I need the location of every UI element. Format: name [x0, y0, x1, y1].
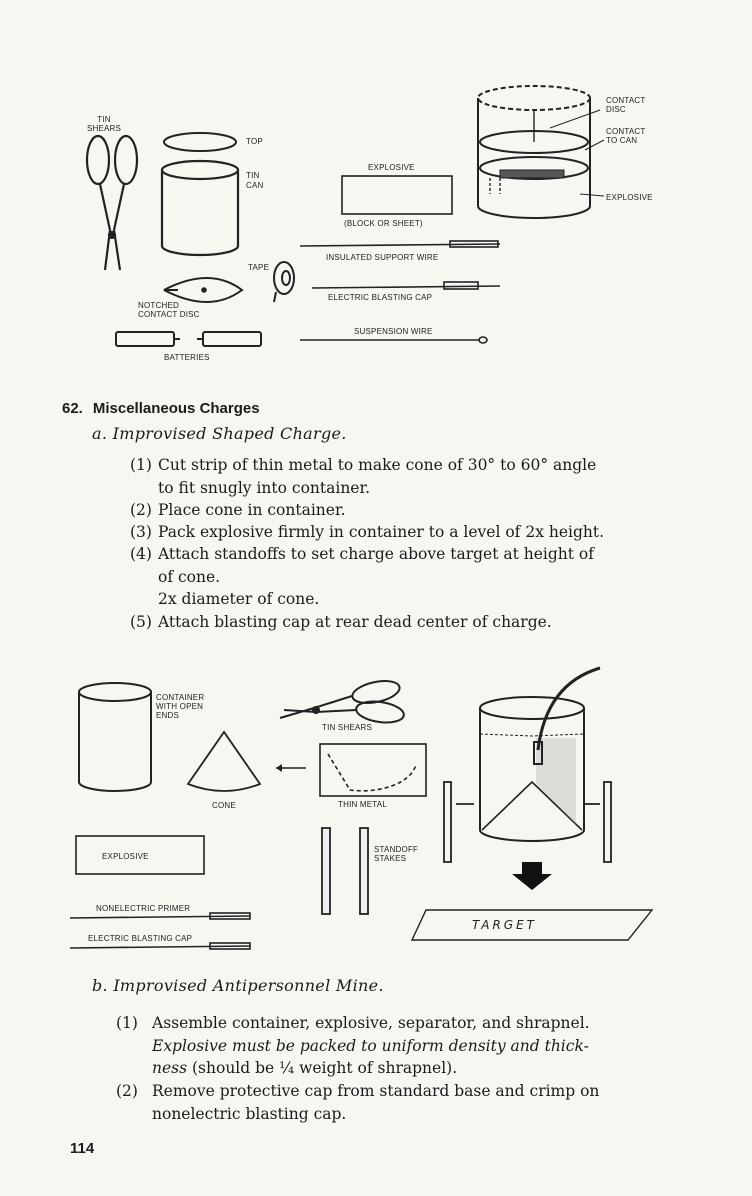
item-a5	[130, 611, 690, 634]
section-heading	[62, 400, 260, 417]
item-a4-number: (4)	[130, 545, 152, 563]
label-contact-to-can: CONTACT TO CAN	[606, 127, 646, 145]
item-a1	[130, 454, 690, 499]
item-b1-line1: Assemble container, explosive, separator, and shrapnel.	[152, 1014, 590, 1032]
label-tin-shears-1: TIN SHEARS	[86, 115, 122, 133]
item-a3-number: (3)	[130, 523, 152, 541]
label-container-open-ends: CONTAINER WITH OPEN ENDS	[156, 693, 205, 720]
label-suspension-wire: SUSPENSION WIRE	[354, 327, 433, 336]
label-tin-can: TIN CAN	[246, 171, 264, 190]
down-arrow	[512, 862, 552, 890]
standoff-stakes	[322, 828, 368, 914]
label-tape: TAPE	[248, 263, 270, 272]
label-block-or-sheet: (BLOCK OR SHEET)	[344, 219, 423, 228]
can-top-lid	[164, 133, 236, 151]
label-electric-blasting-cap: ELECTRIC BLASTING CAP	[328, 293, 433, 302]
standoff-stakes-side	[444, 782, 611, 862]
item-b1-number: (1)	[116, 1014, 138, 1032]
item-a5-number: (5)	[130, 613, 152, 631]
item-b1-line2: Explosive must be packed to uniform density and thick-	[152, 1036, 589, 1055]
page-number: 114	[70, 1140, 95, 1157]
label-explosive-2: EXPLOSIVE	[102, 852, 149, 861]
label-target: TARGET	[472, 918, 537, 932]
tin-can-illustration	[162, 161, 238, 255]
item-a2	[130, 499, 690, 522]
label-contact-disc: CONTACT DISC	[606, 96, 646, 114]
item-a4-line3: 2x diameter of cone.	[158, 590, 320, 608]
notched-contact-disc	[164, 278, 242, 302]
explosive-block	[342, 176, 452, 214]
label-electric-blasting-cap-2: ELECTRIC BLASTING CAP	[88, 934, 193, 943]
item-b2-line1: Remove protective cap from standard base and crimp on	[152, 1082, 600, 1100]
label-batteries: BATTERIES	[164, 353, 210, 362]
item-a3-line1: Pack explosive firmly in container to a level of 2x height.	[158, 523, 605, 541]
label-standoff-stakes: STANDOFF STAKES	[374, 845, 419, 863]
label-nonelectric-primer: NONELECTRIC PRIMER	[96, 904, 191, 913]
tin-shears-illustration	[87, 136, 137, 270]
item-a2-number: (2)	[130, 501, 152, 519]
label-top: TOP	[246, 137, 263, 146]
item-a5-line1: Attach blasting cap at rear dead center of charge.	[158, 613, 552, 631]
item-b1-line3-italic: ness	[152, 1059, 188, 1077]
item-a1-line1: Cut strip of thin metal to make cone of 30° to 60° angle	[158, 456, 597, 474]
label-thin-metal: THIN METAL	[338, 800, 387, 809]
tin-shears-horizontal	[280, 677, 405, 725]
batteries-illustration	[116, 332, 261, 346]
item-b2	[116, 1080, 656, 1125]
item-b2-number: (2)	[116, 1082, 138, 1100]
label-notched-contact-disc: NOTCHED CONTACT DISC	[138, 301, 200, 319]
label-insulated-support-wire: INSULATED SUPPORT WIRE	[326, 253, 439, 262]
primer-and-cap	[70, 913, 250, 949]
label-tin-shears-2: TIN SHEARS	[322, 723, 373, 732]
tape-roll-illustration	[274, 262, 294, 302]
item-a4-line1: Attach standoffs to set charge above target at height of	[158, 545, 594, 563]
item-a1-number: (1)	[130, 456, 152, 474]
item-a4	[130, 543, 690, 611]
label-cone: CONE	[212, 801, 236, 810]
figure-pressure-mine-components	[60, 70, 680, 370]
item-a2-line1: Place cone in container.	[158, 501, 346, 519]
label-explosive: EXPLOSIVE	[368, 163, 415, 172]
section-number: 62.	[62, 400, 83, 417]
assembled-can-cutaway	[478, 86, 590, 218]
label-explosive-right: EXPLOSIVE	[606, 193, 653, 202]
item-b2-line2: nonelectric blasting cap.	[152, 1104, 347, 1123]
item-b1-line3: (should be ¼ weight of shrapnel).	[187, 1059, 458, 1077]
container-illustration	[79, 683, 151, 791]
subheading-b: b. Improvised Antipersonnel Mine.	[92, 976, 384, 995]
item-a3	[130, 521, 690, 544]
item-b1	[116, 1012, 656, 1080]
assembled-shaped-charge	[480, 668, 600, 841]
thin-metal-sheet	[320, 744, 426, 796]
section-title: Miscellaneous Charges	[92, 400, 260, 417]
item-a1-line2: to fit snugly into container.	[158, 478, 371, 497]
subheading-a: a. Improvised Shaped Charge.	[92, 424, 347, 443]
cone-illustration	[188, 732, 260, 791]
figure-shaped-charge-components	[60, 664, 680, 964]
item-a4-line2: of cone.	[158, 567, 221, 586]
